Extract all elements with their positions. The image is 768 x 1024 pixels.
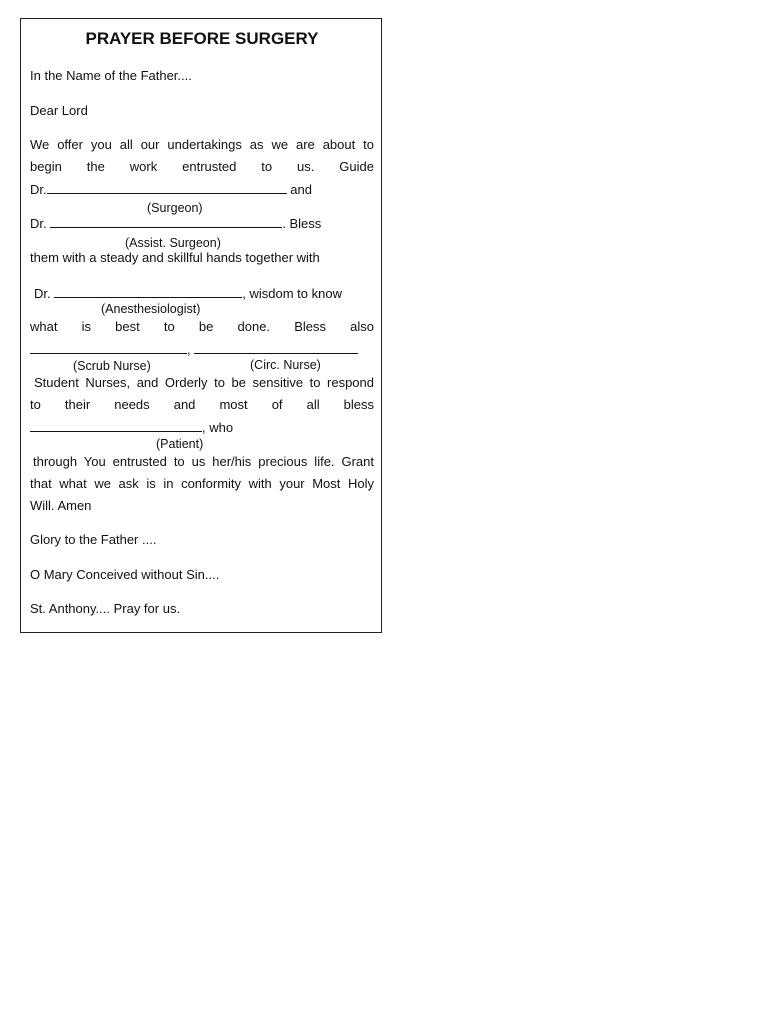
conformity-line: that what we ask is in conformity with your Most Holy: [30, 476, 374, 491]
patient-label: (Patient): [156, 437, 204, 451]
glory-line: Glory to the Father ....: [30, 532, 157, 547]
offer-line-2: begin the work entrusted to us. Guide: [30, 159, 374, 174]
through-line: through You entrusted to us her/his precious life. Grant: [33, 454, 374, 469]
prayer-title: PRAYER BEFORE SURGERY: [85, 29, 319, 48]
patient-line: [30, 419, 233, 436]
patient-blank[interactable]: [30, 419, 202, 432]
bless-text: . Bless: [282, 216, 322, 231]
salutation-line: Dear Lord: [30, 103, 88, 118]
anesthesiologist-label: (Anesthesiologist): [101, 302, 201, 316]
anesthesiologist-blank[interactable]: [54, 285, 242, 298]
scrub-nurse-blank[interactable]: [30, 341, 187, 354]
anesthesiologist-line: [34, 285, 342, 302]
dr3-prefix: Dr.: [34, 286, 51, 301]
comma-text: ,: [187, 342, 191, 357]
who-text: , who: [202, 420, 234, 435]
best-line: what is best to be done. Bless also: [30, 319, 374, 334]
surgeon-label: (Surgeon): [147, 201, 203, 215]
dr-prefix: Dr.: [30, 182, 47, 197]
needs-line: to their needs and most of all bless: [30, 397, 374, 412]
surgeon-blank[interactable]: [47, 181, 287, 194]
dr2-prefix: Dr.: [30, 216, 47, 231]
amen-line: Will. Amen: [30, 498, 92, 513]
circ-nurse-blank[interactable]: [194, 341, 358, 354]
assist-surgeon-line: [30, 215, 321, 232]
assist-surgeon-blank[interactable]: [50, 215, 282, 228]
anthony-line: St. Anthony.... Pray for us.: [30, 601, 181, 616]
mary-line: O Mary Conceived without Sin....: [30, 567, 220, 582]
student-line: Student Nurses, and Orderly to be sensitive to respond: [34, 375, 374, 390]
scrub-nurse-label: (Scrub Nurse): [73, 359, 151, 373]
assist-surgeon-label: (Assist. Surgeon): [125, 236, 221, 250]
prayer-card: [20, 18, 382, 633]
nurses-line: [30, 341, 358, 358]
circ-nurse-label: (Circ. Nurse): [250, 358, 321, 372]
steady-line: them with a steady and skillful hands together with: [30, 250, 320, 265]
and-text: and: [290, 182, 312, 197]
surgeon-line: [30, 181, 312, 198]
offer-line-1: We offer you all our undertakings as we are about to: [30, 137, 374, 152]
wisdom-text: , wisdom to know: [242, 286, 342, 301]
invocation-line: In the Name of the Father....: [30, 68, 192, 83]
